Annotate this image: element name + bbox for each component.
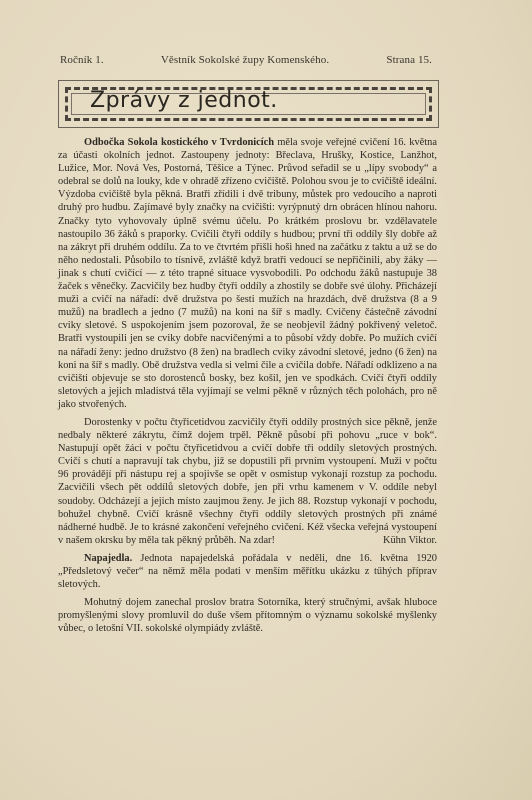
article-lead: Napajedla. [84, 552, 133, 564]
paragraph-text: Jednota napajedelská pořádala v neděli, dne 16. května 1920 „Předsletový večer“ na němž měla podati v menším měřítku ukázku z tűhých příprav sletových. [58, 552, 437, 591]
volume-label: Ročník 1. [60, 54, 104, 66]
paragraph-text: Mohutný dojem zanechal proslov bratra Sotorníka, který stručnými, avšak hluboce promyšlenými slovy promluvil do duše všem přítomným o významu sokolské myšlenky vůbec, o letošní VII. sokolské olympiády zvláště. [58, 597, 437, 635]
page-number: Strana 15. [386, 54, 432, 66]
paragraph-text: Dorostenky v počtu čtyřicetidvou zacvičily čtyři oddíly prostných sice pěkně, jenže nedbaly některé zákrytu, čímž dojem trpěl. Pěkně působí při pohovu „ruce v bok“. Nastupují opět žáci v počtu čtyřicetidvou a cvičí dobře tři oddíly sletových prostných. Cvičí s chutí a napravují tak chybu, již se dopustili při prvním vystoupení. Muži v počtu 96 provádějí při nástupu rej a spojivše se opět v osmistup vykonají rozstup za pochodu. Zacvičili všech pět oddílů sletových dobře, jen při vrhu kamenem v V. oddíle nebyl soudoby. Odcházejí a jejich místo zaujmou ženy. Je jich 88. Rozstup vykonají v pochodu, bohužel chybně. Cvičí krásně všechny čtyři oddíly sletových prostných při známé nádherné hudbě. Je to krásné zakončení veřejného cvičení. Kéž všecka veřejná vystoupení v našem okrsku by měla tak pěkný průběh. Na zdar! [58, 416, 437, 546]
section-title: Zprávy z jednot. [90, 88, 278, 113]
article-paragraph [58, 552, 437, 591]
author-signature: Kühn Viktor. [382, 534, 437, 546]
page-header [60, 54, 432, 66]
publication-title: Věstník Sokolské župy Komenského. [160, 54, 330, 66]
article-paragraph [58, 596, 437, 635]
paragraph-text: měla svoje veřejné cvičení 16. května za účasti okolních jednot. Zastoupeny jednoty: Břeclava, Hrušky, Kostice, Lanžhot, Lužice, Mor. Nová Ves, Postorná, Těšice a Týnec. Průvod seřadil se u „lípy svobody“ a odebral se dolů na louky, kde v ohradě zřízeno cvičiště. Polohou svou je to cvičiště ideální. Výzdoba cvičiště byla pěkná. Bratři zřídili i dvě tribuny, můstek pro vedoucího a naproti druhý pro hudbu. Zajímavé byly značky na cvičišti: vyrýpnutý drn obrácen hlínou nahoru. Značky tyto vyhovovaly úplně svému účelu. Po krátkém proslovu br. vzdělavatele nastoupilo 36 žáků s praporky. Cvičili čtyři oddíly s hudbou; první tři oddíly šly dobře až na zákryt při druhém oddílu. Za to ve čtvrtém přišli hoši hned na začátku z taktu a už se do něho nedostali. Působilo to tísnivě, zvláště když bratři vedoucí se nepřičinili, aby žáky — jinak s chutí cvičící — z této trapné situace vysvobodili. Po odchodu žáků nastupuje 38 žaček s věnečky. Zacvičily bez hudby čtyři oddíly a zhostily se dobře své úlohy. Přicházejí muži a cvičí na nářadí: dvě družstva po šesti mužích na hrazdách, dvě družstva (8 a 9 mužů) na bradlech a jedno (7 mužů) na koni na šíř s madly. Cvičeny částečně závodní cviky sletové. S uspokojením jsem pozoroval, že se neobjevil žádný pokřivený veletoč. Bratři vystoupili jen se cviky dobře nacvičenými a to působí vždy dobře. Po mužích cvičí na nářadí ženy: jedno družstvo (8 žen) na bradlech cviky závodní sletové, jedno (6 žen) na koni na šíř s madly. Obě družstva vedla si velmi čile a cvičila dobře. Nářadí odklizeno a na cvičišti objevuje se sto dorostenců bosky, bez košil, jen ve spodkách. Cvičí čtyři oddíly sletových a jejich mladistvá těla vyjímají se velmi pěkně v různých těch polohách, pro ně jako stvořených. [58, 137, 437, 410]
article-body [58, 136, 437, 640]
article-paragraph [58, 416, 437, 547]
article-paragraph [58, 136, 437, 411]
article-lead: Odbočka Sokola kostického v Tvrdonicích [84, 137, 275, 148]
